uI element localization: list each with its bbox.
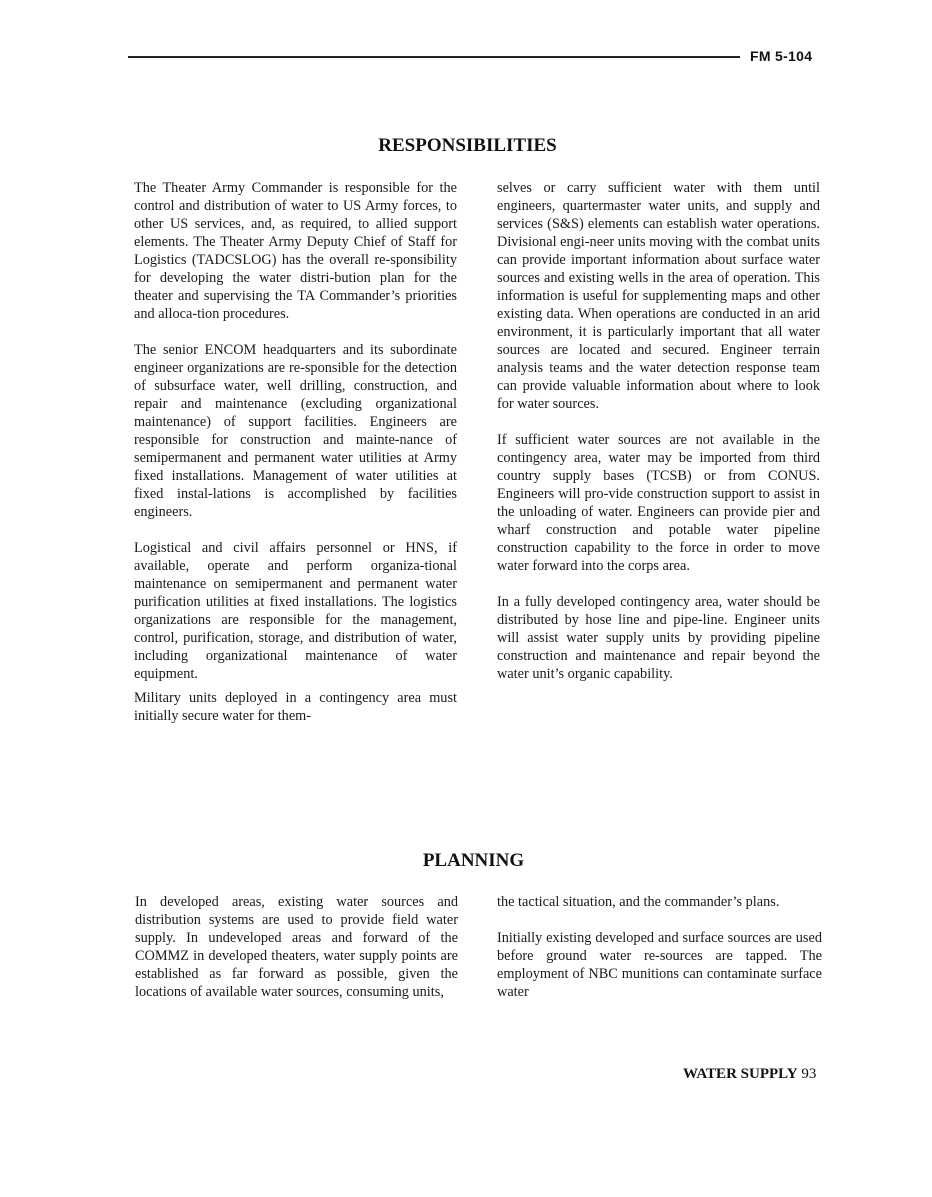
paragraph: selves or carry sufficient water with them until engineers, quartermaster water units, and supply and services (S&S) elements can establish water operations. Divisional engi-neer units moving with the combat units can provide important information about surface water sources and existing wells in the area of operation. This information is useful for supplementing maps and other existing data. When operations are conducted in an arid environment, it is particularly important that all water sources are located and secured. Engineer terrain analysis teams and the water detection response team can provide valuable information about where to look for water sources. <box>497 180 820 412</box>
page-footer <box>683 1066 816 1083</box>
paragraph: the tactical situation, and the commander’s plans. <box>497 894 780 910</box>
planning-right-column <box>497 893 822 1019</box>
paragraph: The Theater Army Commander is responsible for the control and distribution of water to US Army forces, to other US services, and, as required, to allied support elements. The Theater Army Deputy Chief of Staff for Logistics (TADCSLOG) has the overall re-sponsibility for developing the water distri-bution plan for the theater and supervising the TA Commander’s priorities and alloca-tion procedures. <box>134 180 457 322</box>
paragraph: In a fully developed contingency area, water should be distributed by hose line and pipe-line. Engineer units will assist water supply units by providing pipeline construction and maintenance and repair beyond the water unit’s organic capability. <box>497 594 820 682</box>
paragraph: Military units deployed in a contingency area must initially secure water for them- <box>134 690 457 724</box>
section-heading-responsibilities: RESPONSIBILITIES <box>378 135 557 156</box>
paragraph: In developed areas, existing water sources and distribution systems are used to provide field water supply. In undeveloped areas and forward of the COMMZ in developed theaters, water supply points are established as far forward as possible, given the locations of available water sources, consuming units, <box>135 894 458 1000</box>
header-rule <box>128 56 740 58</box>
responsibilities-right-column <box>497 179 820 701</box>
footer-section-title: WATER SUPPLY <box>683 1066 798 1082</box>
paragraph: The senior ENCOM headquarters and its subordinate engineer organizations are re-sponsible for the detection of subsurface water, well drilling, construction, and repair and maintenance (excluding organizational maintenance) of support facilities. Engineers are responsible for construction and mainte-nance of semipermanent and permanent water utilities at Army fixed installations. Management of water utilities at fixed instal-lations is accomplished by facilities engineers. <box>134 342 457 520</box>
planning-left-column <box>135 893 458 1019</box>
page-number: 93 <box>801 1066 817 1082</box>
paragraph: Initially existing developed and surface sources are used before ground water re-sources are tapped. The employment of NBC munitions can contaminate surface water <box>497 930 822 1000</box>
paragraph: Logistical and civil affairs personnel or HNS, if available, operate and perform organiza-tional maintenance on semipermanent and permanent water purification utilities at fixed installations. The logistics organizations are responsible for the management, control, purification, storage, and distribution of water, including organizational maintenance of water equipment. <box>134 540 457 682</box>
paragraph: If sufficient water sources are not available in the contingency area, water may be imported from third country supply bases (TCSB) or from CONUS. Engineers will pro-vide construction support to assist in the unloading of water. Engineers can provide pier and wharf construction and potable water pipeline construction capability to the force in order to move water forward into the corps area. <box>497 432 820 574</box>
section-heading-planning: PLANNING <box>422 850 525 871</box>
manual-code: FM 5-104 <box>750 48 813 64</box>
responsibilities-left-column <box>134 179 457 743</box>
